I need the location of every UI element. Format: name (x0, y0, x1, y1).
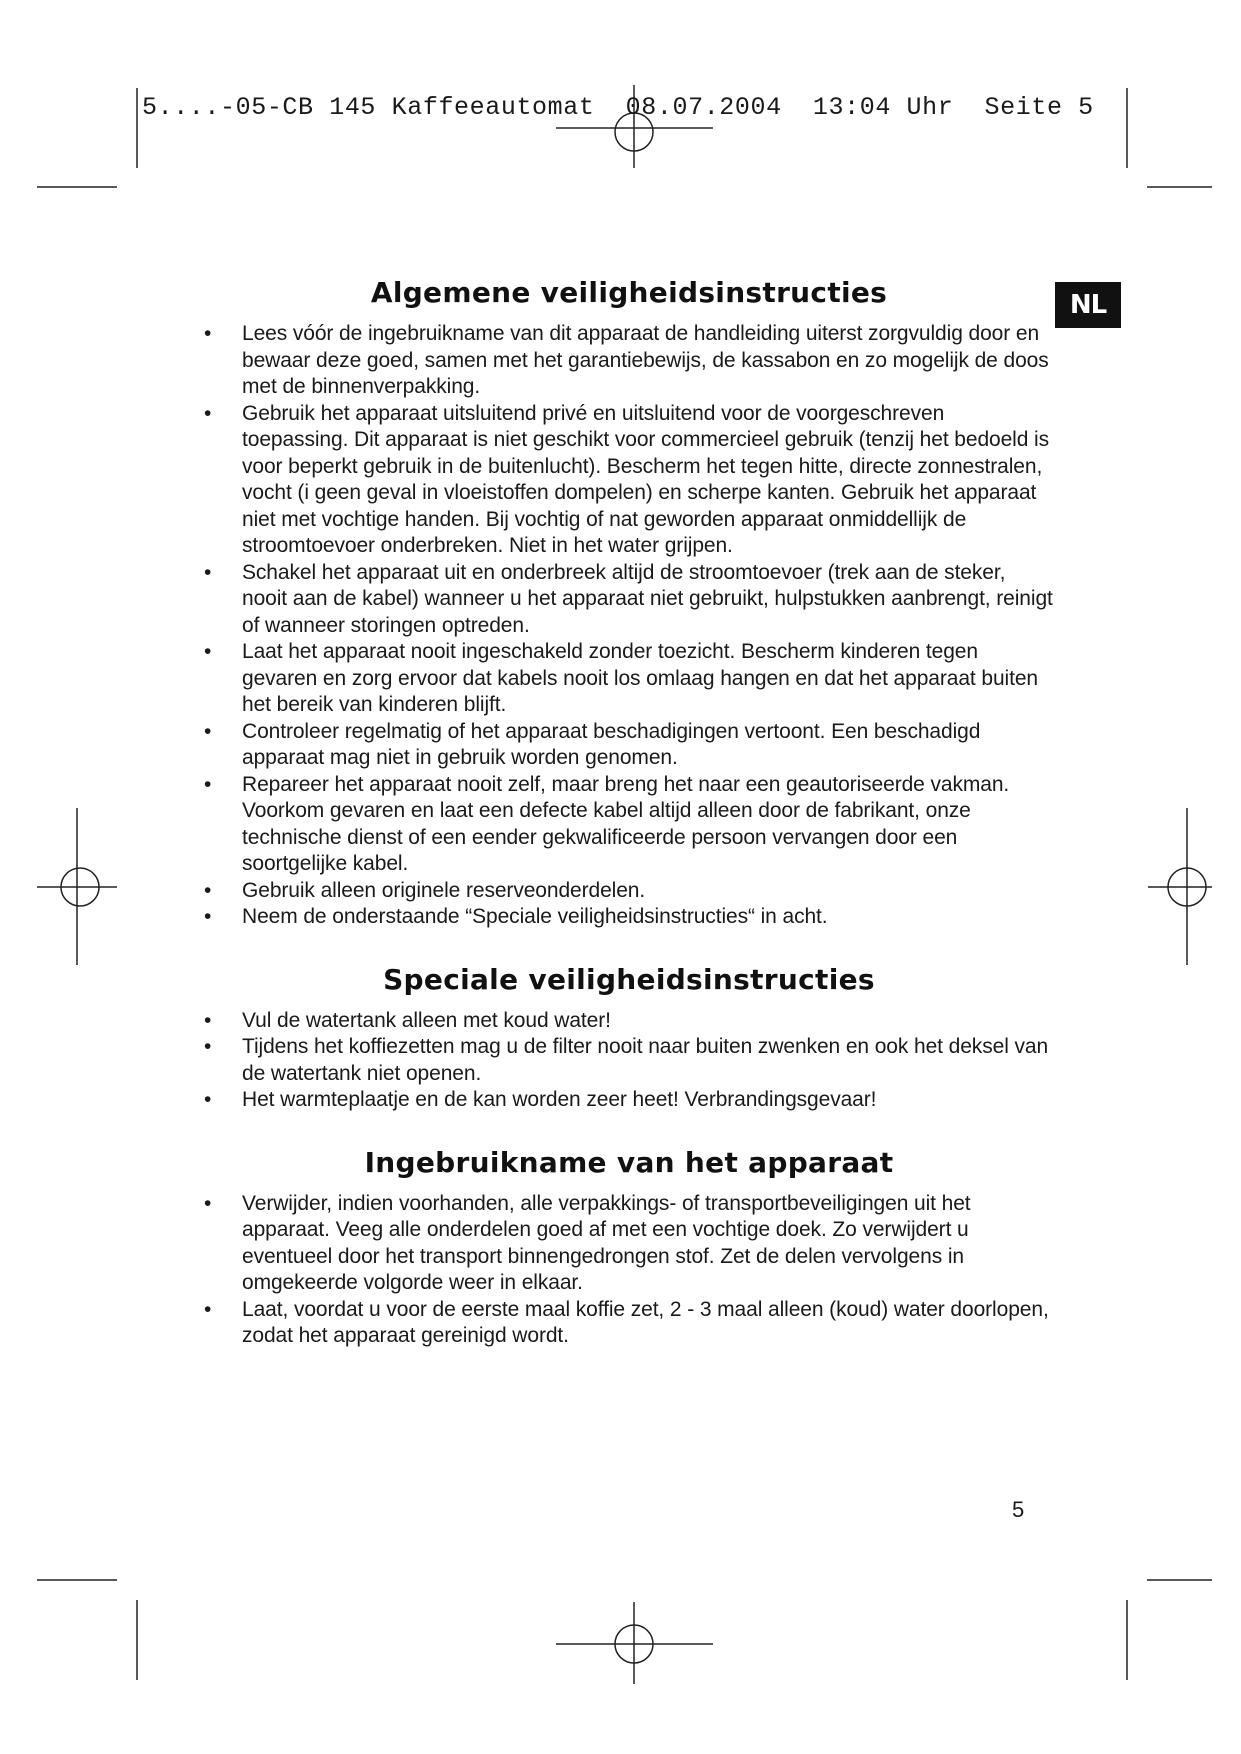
bullet-list (204, 1008, 1054, 1114)
bullet-list (204, 1191, 1054, 1350)
list-item-text: Het warmteplaatje en de kan worden zeer heet! Verbrandingsgevaar! (242, 1088, 877, 1111)
list-item-text: Schakel het apparaat uit en onderbreek altijd de stroomtoevoer (trek aan de steker, nooit aan de kabel) wanneer u het apparaat niet gebruikt, hulpstukken aanbrengt, reinigt of wanneer storingen optreden. (242, 560, 1053, 637)
list-item-text: Verwijder, indien voorhanden, alle verpakkings- of transportbeveiligingen uit het apparaat. Veeg alle onderdelen goed af met een vochtige doek. Zo verwijdert u eventueel door het transport binnengedrongen stof. Zet de delen vervolgens in omgekeerde volgorde weer in elkaar. (242, 1191, 971, 1294)
language-tab: NL (1055, 282, 1121, 328)
bullet-glyph: • (204, 640, 212, 663)
list-item (204, 772, 1054, 878)
bullet-glyph: • (204, 719, 212, 743)
bullet-glyph: • (204, 878, 212, 902)
list-item (204, 1297, 1054, 1350)
bullet-glyph: • (204, 1297, 212, 1321)
section-title: Speciale veiligheidsinstructies (383, 962, 875, 996)
bullet-glyph: • (204, 1008, 212, 1032)
list-item-text: Tijdens het koffiezetten mag u de filter nooit naar buiten zwenken en ook het deksel van de watertank niet openen. (242, 1035, 1049, 1085)
bullet-glyph: • (204, 1191, 212, 1215)
list-item-text: Laat, voordat u voor de eerste maal koffie zet, 2 - 3 maal alleen (koud) water doorlopen, zodat het apparaat gereinigd wordt. (242, 1297, 1049, 1347)
list-item-text: Gebruik het apparaat uitsluitend privé en uitsluitend voor de voorgeschreven toepassing. Dit apparaat is niet geschikt voor commercieel gebruik (tenzij het bedoeld is voor beperkt gebruik in de buitenlucht). Bescherm het tegen hitte, directe zonnestralen, vocht (i geen geval in vloeistoffen dompelen) en scherpe kanten. Gebruik het apparaat niet met vochtige handen. Bij vochtig of nat geworden apparaat onmiddellijk de stroomtoevoer onderbreken. Niet in het water grijpen. (242, 401, 1050, 557)
list-item (204, 401, 1054, 560)
list-item (204, 1008, 1054, 1035)
bullet-glyph: • (204, 560, 212, 584)
registration-mark-right (1148, 808, 1212, 965)
list-item-text: Gebruik alleen originele reserveonderdelen. (242, 878, 646, 902)
bullet-glyph: • (204, 1035, 212, 1058)
list-item (204, 904, 1054, 931)
list-item-text: Vul de watertank alleen met koud water! (242, 1008, 611, 1032)
list-item (204, 321, 1054, 401)
registration-mark-left (37, 808, 117, 965)
section-title: Ingebruikname van het apparaat (364, 1145, 894, 1179)
list-item-text: Repareer het apparaat nooit zelf, maar breng het naar een geautoriseerde vakman. Voorkom gevaren en laat een defecte kabel altijd alleen door de fabrikant, onze technische dienst of een eender gekwalificeerde persoon vervangen door een soortgelijke kabel. (242, 772, 1010, 875)
bullet-glyph: • (204, 772, 212, 796)
bullet-glyph: • (204, 322, 212, 345)
list-item (204, 1034, 1054, 1087)
list-item-text: Lees vóór de ingebruikname van dit apparaat de handleiding uiterst zorgvuldig door en bewaar deze goed, samen met het garantiebewijs, de kassabon en zo mogelijk de doos met de binnenverpakking. (242, 322, 1049, 398)
list-item (204, 1087, 1054, 1114)
list-item-text: Neem de onderstaande “Speciale veiligheidsinstructies“ in acht. (242, 905, 828, 928)
bullet-list (204, 321, 1054, 931)
list-item-text: Laat het apparaat nooit ingeschakeld zonder toezicht. Bescherm kinderen tegen gevaren en zorg ervoor dat kabels nooit los omlaag hangen en dat het apparaat buiten het bereik van kinderen blijft. (242, 640, 1038, 716)
list-item (204, 719, 1054, 772)
section-special-safety (204, 963, 1054, 1114)
section-title: Algemene veiligheidsinstructies (370, 276, 888, 309)
document-body (204, 276, 1054, 1350)
section-first-use (204, 1146, 1054, 1350)
bullet-glyph: • (204, 1088, 212, 1111)
list-item (204, 1191, 1054, 1297)
registration-mark-bottom (556, 1602, 713, 1684)
list-item-text: Controleer regelmatig of het apparaat beschadigingen vertoont. Een beschadigd apparaat mag niet in gebruik worden genomen. (242, 719, 981, 769)
bullet-glyph: • (204, 905, 212, 928)
list-item (204, 639, 1054, 719)
list-item (204, 560, 1054, 640)
page-number: 5 (1012, 1497, 1025, 1522)
print-slug-header: 5....-05-CB 145 Kaffeeautomat 08.07.2004 13:04 Uhr Seite 5 (142, 93, 1094, 122)
bullet-glyph: • (204, 401, 212, 425)
section-general-safety (204, 276, 1054, 931)
list-item (204, 878, 1054, 905)
